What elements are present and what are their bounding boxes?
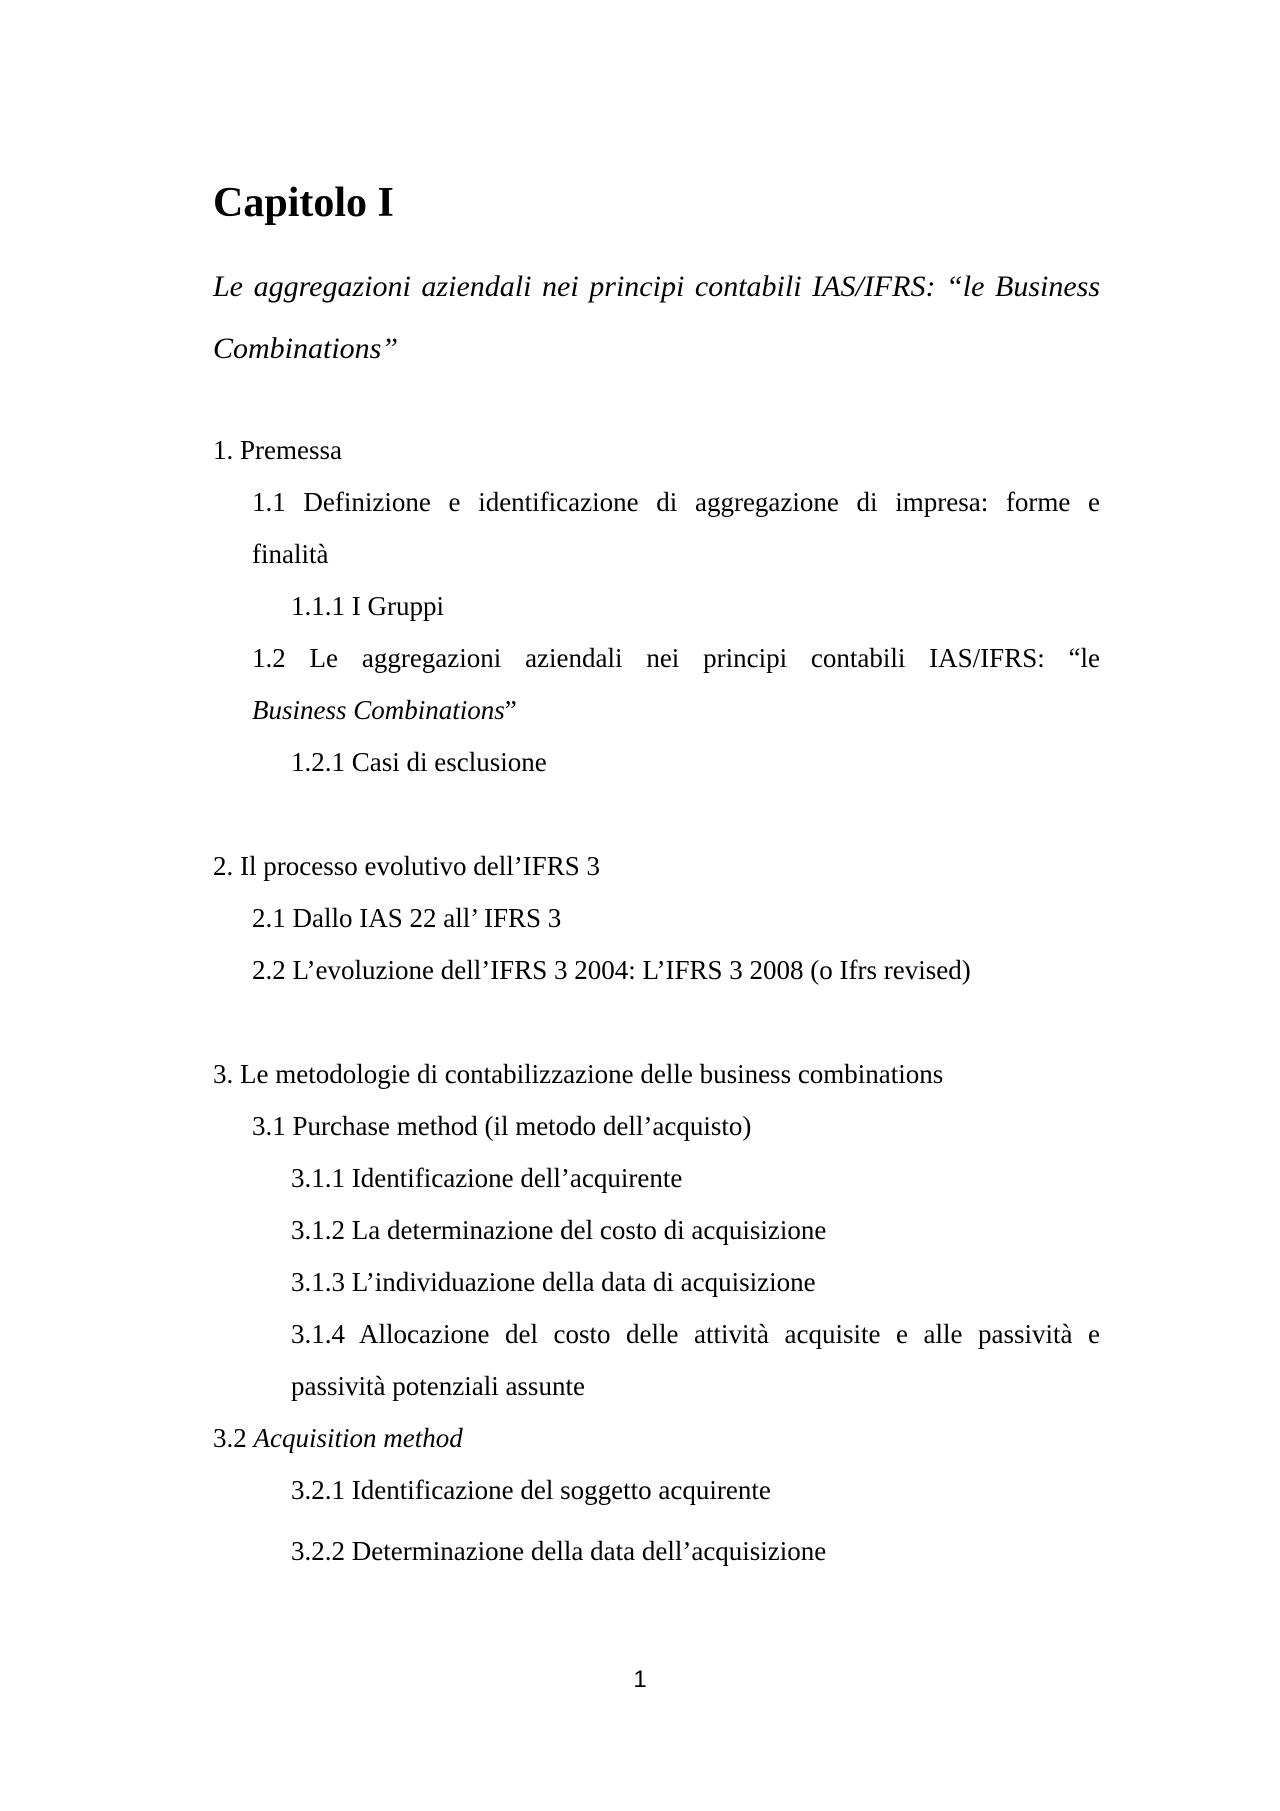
toc-section-3-2-1: 3.2.1 Identificazione del soggetto acquirente (291, 1475, 771, 1505)
chapter-title: Capitolo I (213, 180, 394, 226)
toc-section-2: 2. Il processo evolutivo dell’IFRS 3 (213, 851, 600, 881)
page-number: 1 (633, 1666, 647, 1693)
toc-section-1-1-1: 1.1.1 I Gruppi (291, 591, 444, 621)
toc-section-3-2-title: Acquisition method (253, 1423, 463, 1453)
toc-section-3-1-4-line2: passività potenziali assunte (291, 1371, 585, 1401)
toc-section-3-1: 3.1 Purchase method (il metodo dell’acquisto) (252, 1111, 752, 1141)
toc-section-1-2-quote: ” (504, 695, 517, 725)
toc-section-3-2 (213, 1412, 463, 1464)
toc-section-2-2: 2.2 L’evoluzione dell’IFRS 3 2004: L’IFRS 3 2008 (o Ifrs revised) (252, 955, 971, 985)
toc-section-2-1: 2.1 Dallo IAS 22 all’ IFRS 3 (252, 903, 562, 933)
toc-section-3-2-2: 3.2.2 Determinazione della data dell’acquisizione (291, 1536, 827, 1566)
toc-section-3-2-number: 3.2 (213, 1423, 254, 1453)
chapter-subtitle: Le aggregazioni aziendali nei principi contabili IAS/IFRS: “le Business Combinations” (213, 270, 1100, 365)
toc-section-1-2-1: 1.2.1 Casi di esclusione (291, 747, 547, 777)
toc-section-1-2-line2 (252, 684, 517, 736)
toc-section-1-2-line1: 1.2 Le aggregazioni aziendali nei principi contabili IAS/IFRS: “le (252, 643, 1100, 673)
toc-section-1-1-line1: 1.1 Definizione e identificazione di aggregazione di impresa: forme e (252, 487, 1100, 517)
toc-section-3-1-2: 3.1.2 La determinazione del costo di acquisizione (291, 1215, 827, 1245)
toc-section-3-1-1: 3.1.1 Identificazione dell’acquirente (291, 1163, 683, 1193)
toc-section-1: 1. Premessa (213, 435, 342, 465)
toc-section-1-2-italic: Business Combinations (252, 695, 505, 725)
toc-section-1-1-line2: finalità (252, 539, 329, 569)
toc-section-3-1-4-line1: 3.1.4 Allocazione del costo delle attività acquisite e alle passività e (291, 1319, 1100, 1349)
toc-section-3: 3. Le metodologie di contabilizzazione delle business combinations (213, 1059, 944, 1089)
toc-section-3-1-3: 3.1.3 L’individuazione della data di acquisizione (291, 1267, 816, 1297)
